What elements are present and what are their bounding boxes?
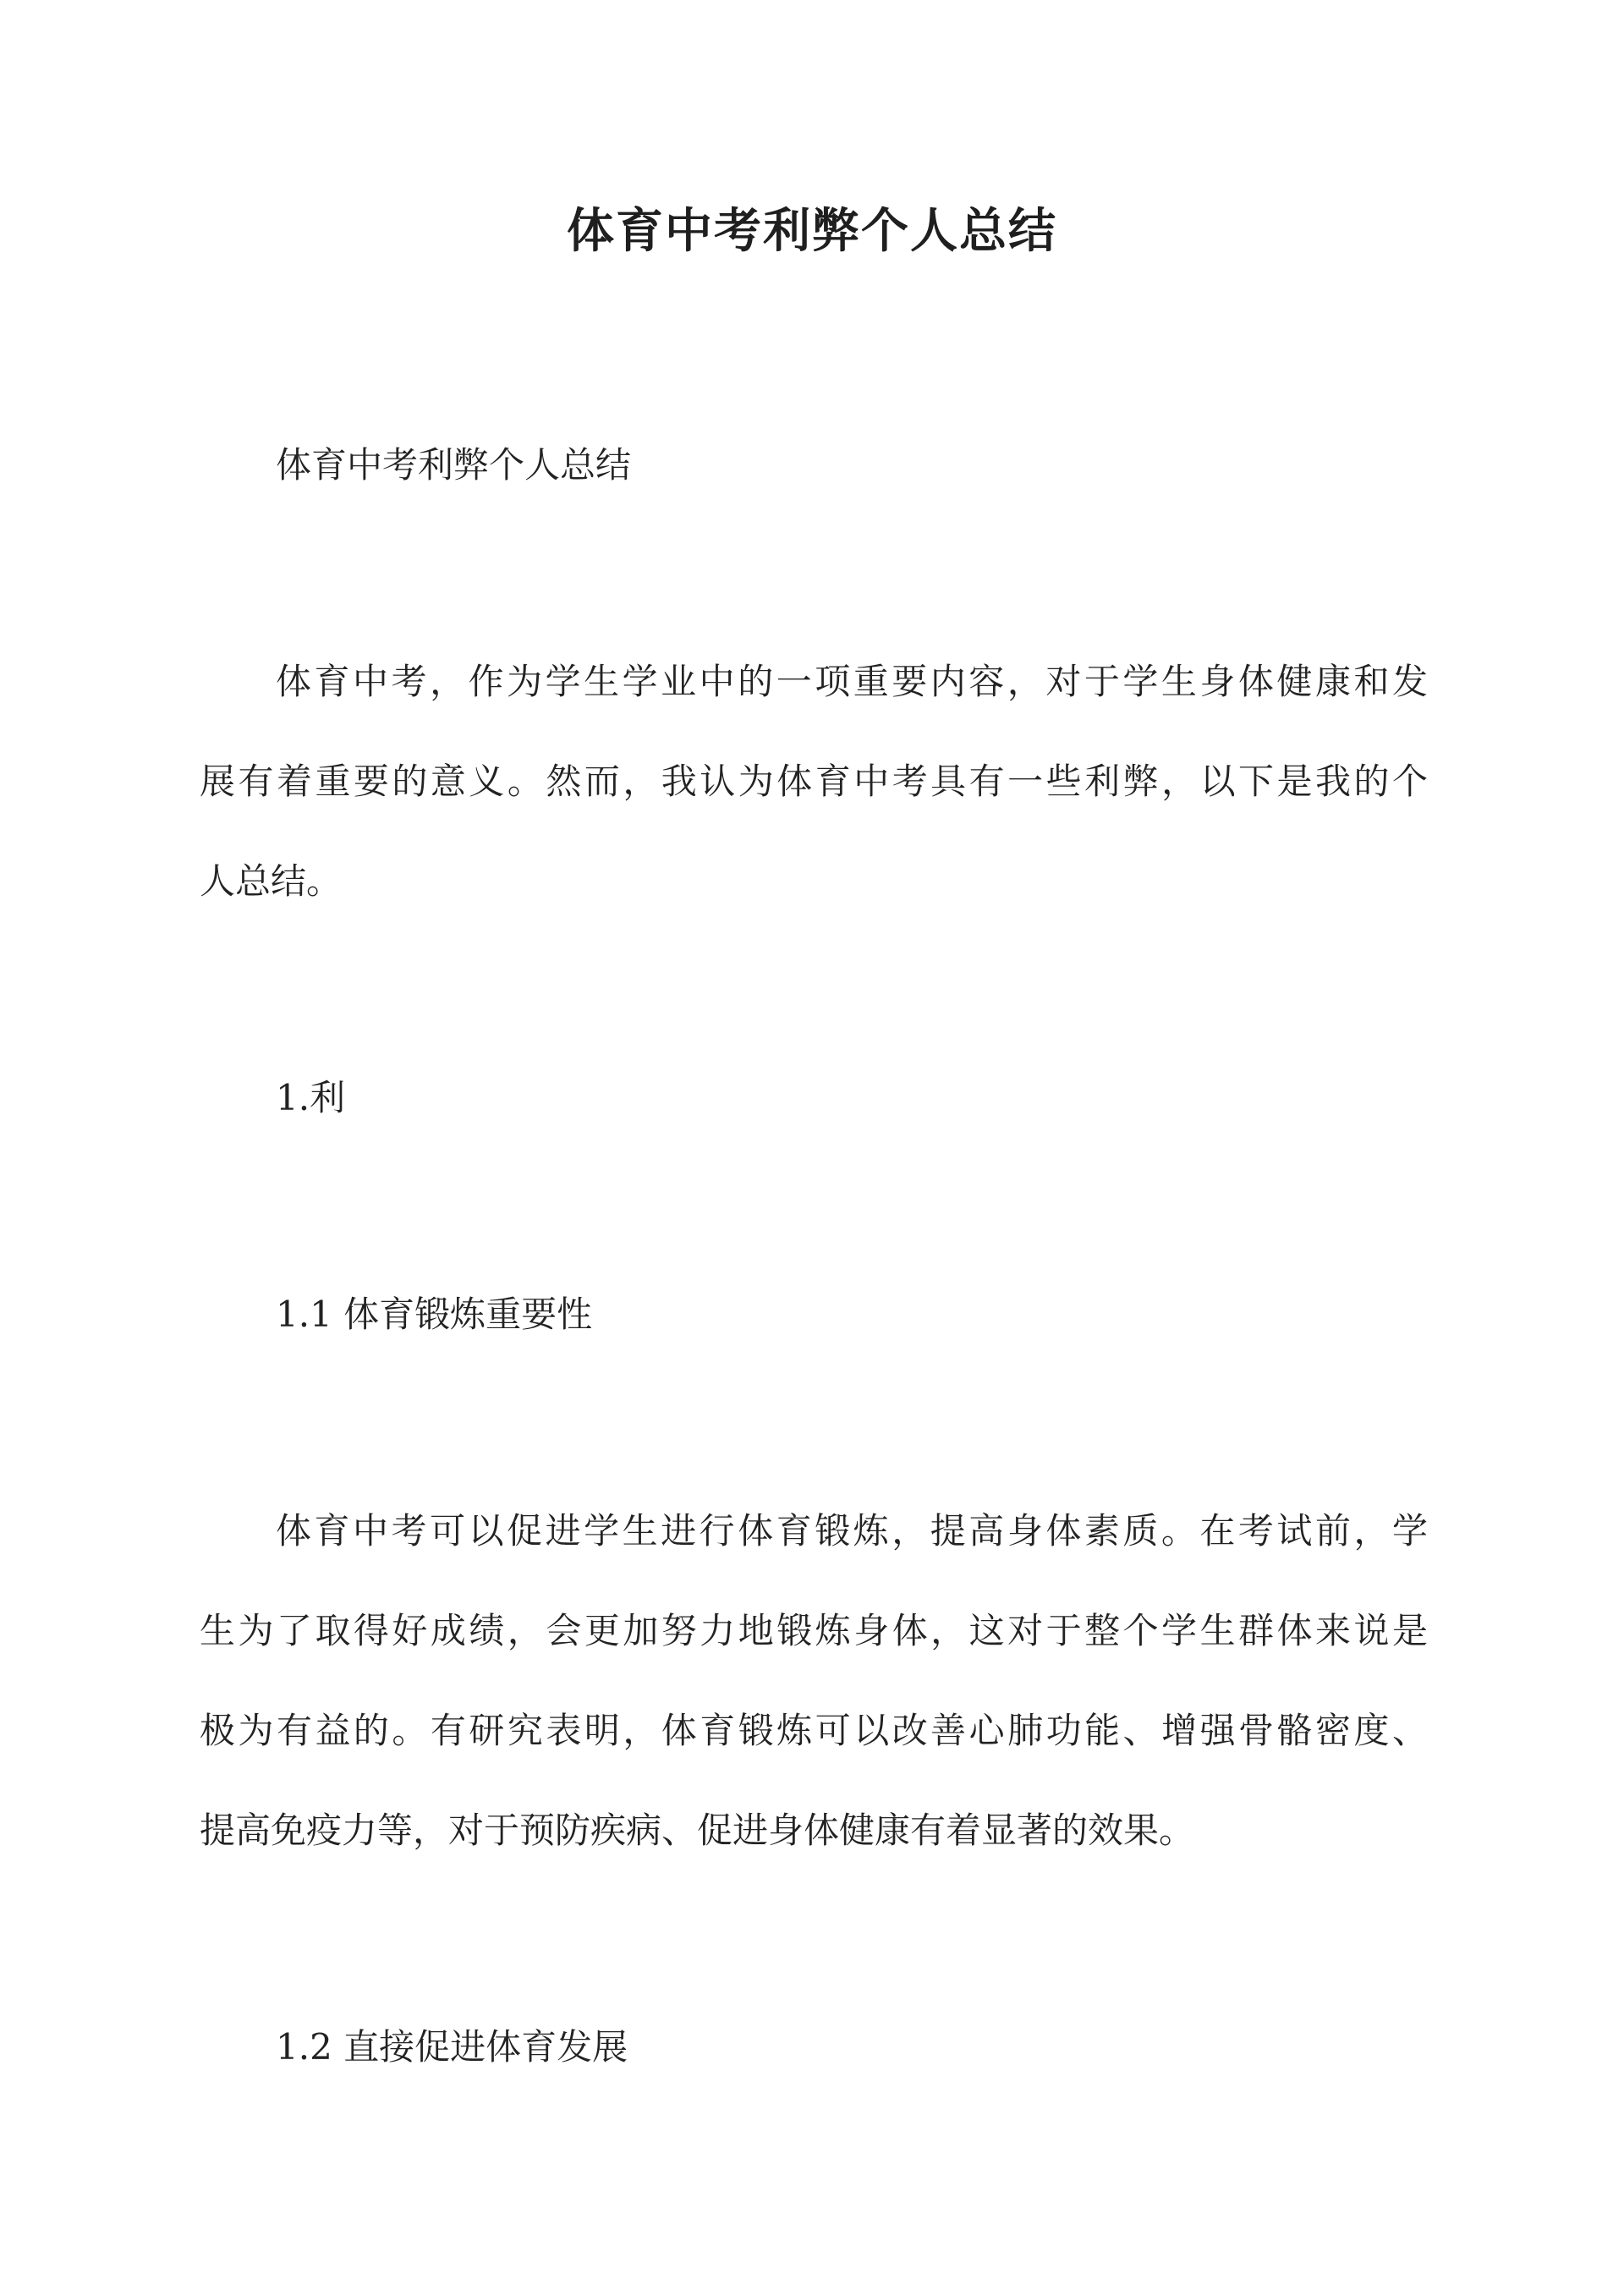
paragraph-line: 体育中考，作为学生学业中的一项重要内容，对于学生身体健康和发 <box>276 661 1428 702</box>
section-heading: 1.1 体育锻炼重要性 <box>276 1294 593 1335</box>
paragraph-line: 人总结。 <box>200 860 343 902</box>
paragraph-line: 展有着重要的意义。然而，我认为体育中考具有一些利弊，以下是我的个 <box>200 761 1428 802</box>
paragraph-line: 提高免疫力等，对于预防疾病、促进身体健康有着显著的效果。 <box>200 1810 1195 1851</box>
paragraph-line: 体育中考可以促进学生进行体育锻炼，提高身体素质。在考试前，学 <box>276 1510 1428 1552</box>
document-subtitle: 体育中考利弊个人总结 <box>276 444 632 486</box>
paragraph-line: 生为了取得好成绩，会更加努力地锻炼身体，这对于整个学生群体来说是 <box>200 1610 1428 1651</box>
section-heading: 1.2 直接促进体育发展 <box>276 2026 628 2068</box>
paragraph-line: 极为有益的。有研究表明，体育锻炼可以改善心肺功能、增强骨骼密度、 <box>200 1710 1428 1751</box>
document-title: 体育中考利弊个人总结 <box>567 203 1057 259</box>
section-heading: 1.利 <box>276 1077 346 1118</box>
